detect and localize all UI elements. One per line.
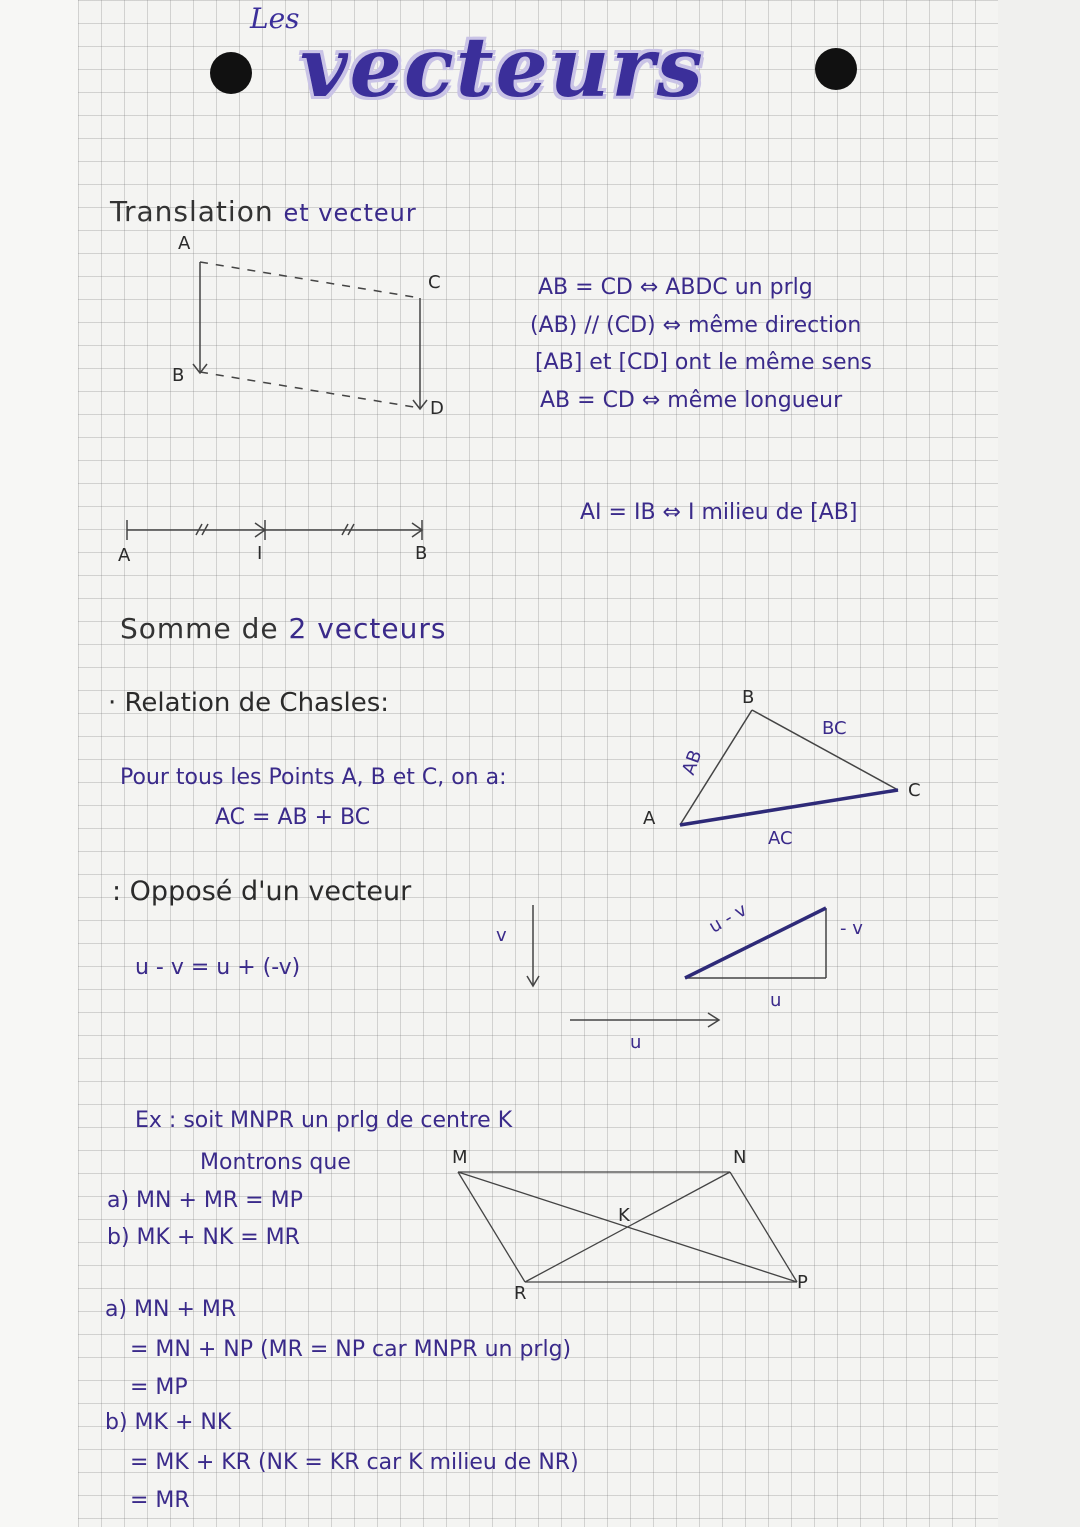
prlg-label-R: R: [514, 1283, 527, 1304]
exercise-show: Montrons que: [200, 1150, 351, 1175]
side-NP: [730, 1172, 797, 1282]
exercise-statement: Ex : soit MNPR un prlg de centre K: [135, 1108, 513, 1133]
tri-label-C: C: [908, 780, 921, 801]
opp-label-v: v: [496, 925, 507, 946]
tri-vec-AB: AB: [678, 747, 707, 778]
opp-label-u-2: u: [770, 990, 782, 1011]
exercise-question-a: a) MN + MR = MP: [107, 1188, 303, 1213]
opp-label-minus-v: - v: [840, 918, 863, 939]
chasles-intro: Pour tous les Points A, B et C, on a:: [120, 765, 507, 790]
heading-part-b: 2 vecteurs: [288, 612, 447, 645]
opp-label-u-minus-v: u - v: [705, 899, 751, 938]
tri-label-A: A: [643, 808, 656, 829]
heading-part-a: Translation: [110, 195, 274, 228]
chasles-formula: AC = AB + BC: [215, 805, 371, 830]
chasles-title: · Relation de Chasles:: [108, 688, 390, 718]
tri-vec-AC: AC: [768, 828, 793, 849]
prlg-label-M: M: [452, 1147, 468, 1168]
solution-line-1: a) MN + MR: [105, 1297, 237, 1322]
heading-part-b: et vecteur: [283, 199, 417, 227]
tri-vec-BC: BC: [822, 718, 847, 739]
exercise-parallelogram: [458, 1172, 797, 1282]
heading-part-a: Somme de: [120, 612, 279, 645]
solution-line-6: = MR: [130, 1488, 190, 1513]
point-label-C: C: [428, 272, 441, 293]
oppose-formula: u - v = u + (-v): [135, 955, 301, 980]
seg-label-A: A: [118, 545, 131, 566]
statement-line-1: AB = CD ⇔ ABDC un prlg: [538, 275, 813, 300]
solution-line-3: = MP: [130, 1375, 188, 1400]
opp-label-u: u: [630, 1032, 642, 1053]
vector-AC: [680, 790, 898, 825]
point-label-B: B: [172, 365, 185, 386]
solution-line-2: = MN + NP (MR = NP car MNPR un prlg): [130, 1337, 572, 1362]
tri-label-B: B: [742, 687, 755, 708]
point-label-A: A: [178, 233, 191, 254]
chasles-triangle: [680, 710, 898, 825]
opposite-figure: [527, 905, 826, 1027]
oppose-title: : Opposé d'un vecteur: [112, 876, 412, 907]
prlg-label-N: N: [733, 1147, 747, 1168]
solution-line-5: = MK + KR (NK = KR car K milieu de NR): [130, 1450, 579, 1475]
milieu-statement: AI = IB ⇔ I milieu de [AB]: [580, 500, 858, 525]
exercise-question-b: b) MK + NK = MR: [107, 1225, 300, 1250]
statement-line-4: AB = CD ⇔ même longueur: [540, 388, 843, 413]
seg-label-B: B: [415, 543, 428, 564]
vector-BC: [752, 710, 898, 790]
prlg-label-P: P: [797, 1272, 808, 1293]
statement-line-3: [AB] et [CD] ont le même sens: [535, 350, 872, 375]
vector-u-minus-v: [685, 908, 826, 978]
translation-figure: [193, 262, 427, 409]
vector-AB: [680, 710, 752, 825]
seg-label-I: I: [257, 543, 263, 564]
point-label-D: D: [430, 398, 444, 419]
prlg-label-K: K: [618, 1205, 630, 1226]
diagonal-NR: [525, 1172, 730, 1282]
statement-line-2: (AB) // (CD) ⇔ même direction: [530, 313, 862, 338]
dashed-AC: [200, 262, 420, 298]
dashed-BD: [200, 372, 420, 408]
side-RM: [458, 1172, 525, 1282]
segment-AIB: [127, 520, 422, 540]
title-prefix: Les: [250, 2, 300, 35]
solution-line-4: b) MK + NK: [105, 1410, 232, 1435]
page-title: vecteurs: [300, 20, 705, 116]
